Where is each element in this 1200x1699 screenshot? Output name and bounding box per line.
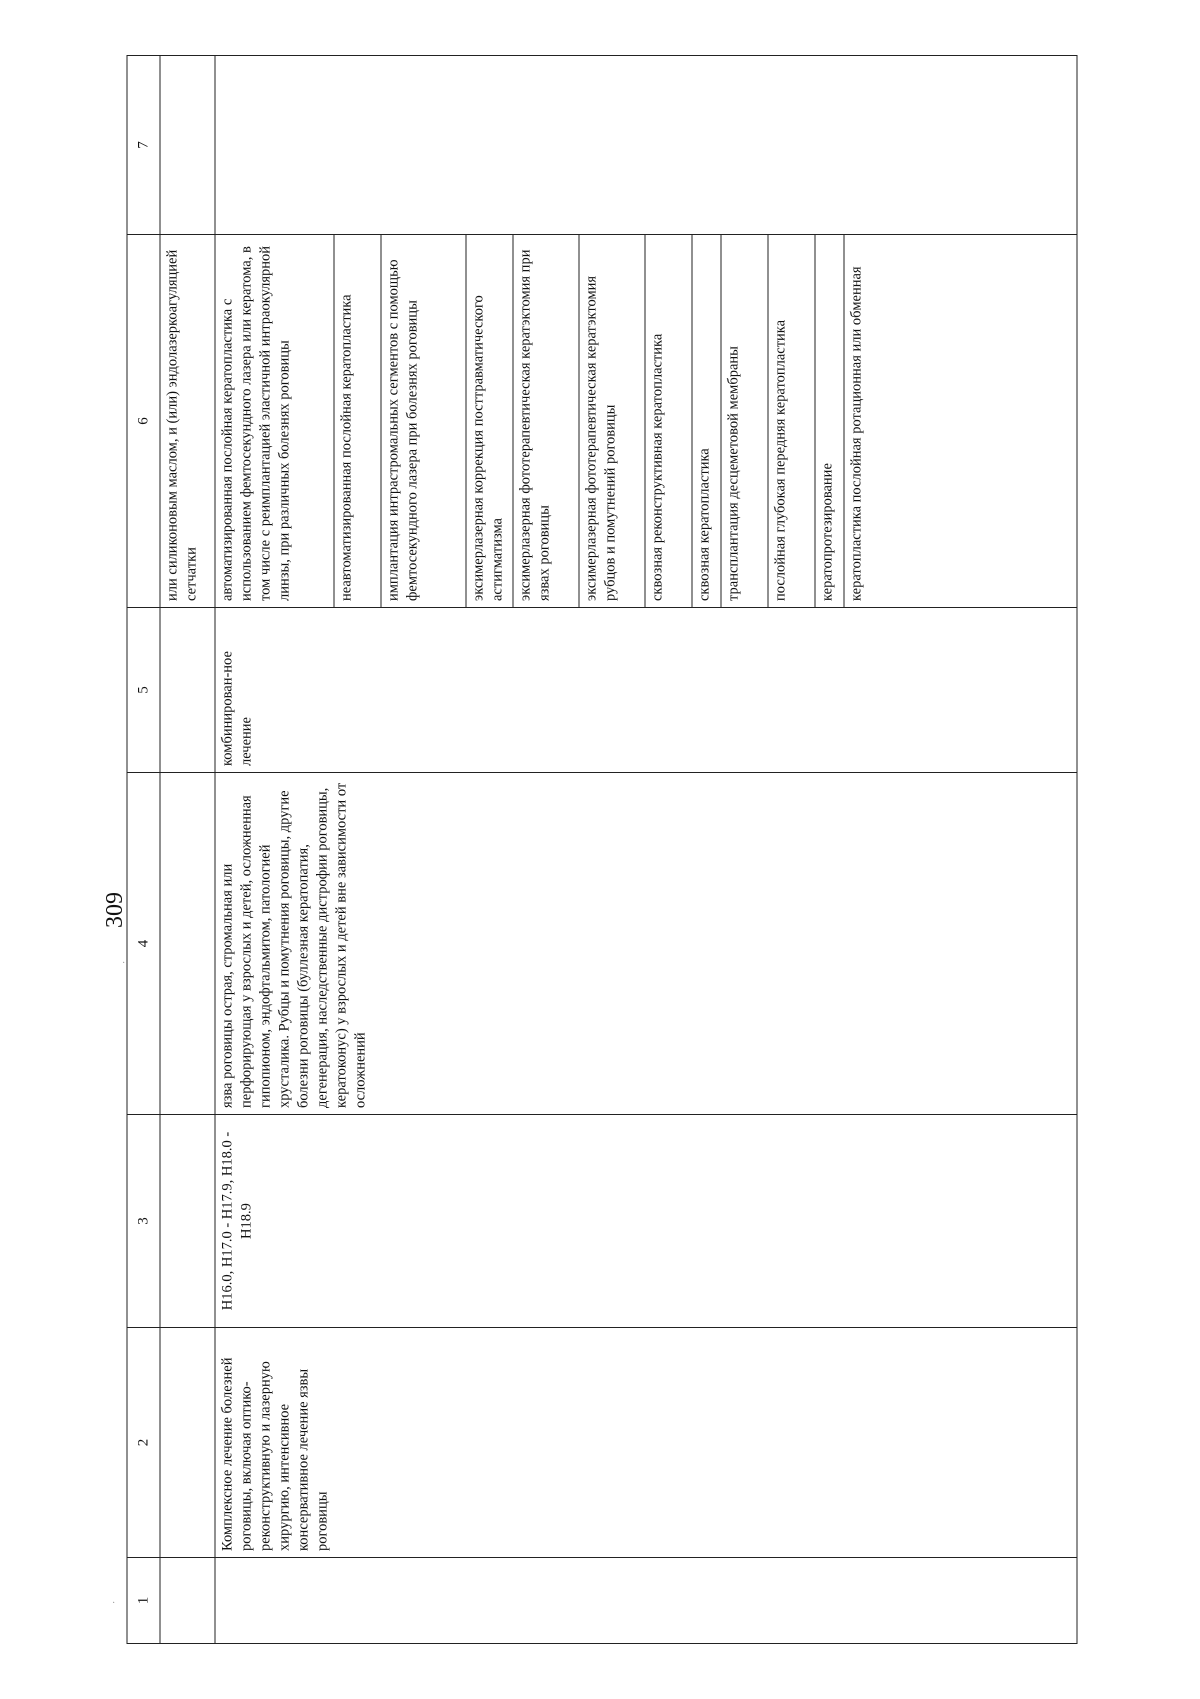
col-number-2: 2 <box>127 1328 160 1558</box>
column-number-row <box>127 56 160 1644</box>
continuation-row <box>160 56 215 1644</box>
scan-speck: · <box>122 958 126 969</box>
treatment-methods <box>215 235 1077 608</box>
method-item: кератопластика послойная ротационная или обменная <box>848 266 865 601</box>
col-number-3: 3 <box>127 1115 160 1328</box>
method-item: неавтоматизированная послойная кератопластика <box>335 235 382 607</box>
method-item: автоматизированная послойная кератопластика с использованием фемтосекундного лазера или кератома, в том числе с реимплантацией эластичной интраокулярной линзы, при различных болезнях роговицы <box>216 235 335 607</box>
method-item: послойная глубокая передняя кератопластика <box>769 235 816 607</box>
col-number-6: 6 <box>127 235 160 608</box>
page-number: 309 <box>102 892 128 928</box>
scan-speck: · <box>112 1598 116 1609</box>
care-type-text: Комплексное лечение болезней роговицы, включая оптико-реконструктивную и лазерную хирургию, интенсивное консервативное лечение язвы роговицы <box>215 1328 1077 1558</box>
patient-model-text: язва роговицы острая, стромальная или перфорирующая у взрослых и детей, осложненная гипопионом, эндофтальмитом, патологией хрусталика. Рубцы и помутнения роговицы, другие болезни роговицы (буллезная кератопатия, дегенерация, наследственные дистрофии роговицы, кератоконус) у взрослых и детей вне зависимости от осложнений <box>215 773 1077 1115</box>
col-number-1: 1 <box>127 1558 160 1644</box>
continuation-method-text: или силиконовым маслом, и (или) эндолазеркоагуляцией сетчатки <box>160 235 215 608</box>
treatment-type: комбинирован-ное лечение <box>215 608 1077 773</box>
method-item: эксимерлазерная коррекция посттравматического астигматизма <box>467 235 514 607</box>
col-number-7: 7 <box>127 56 160 235</box>
method-item: эксимерлазерная фототерапевтическая кератэктомия при язвах роговицы <box>514 235 580 607</box>
method-item: имплантация интрастромальных сегментов с помощью фемтосекундного лазера при болезнях роговицы <box>382 235 467 607</box>
document-table-rotated <box>127 56 1078 1644</box>
procedures-table <box>127 55 1078 1644</box>
col-number-5: 5 <box>127 608 160 773</box>
icd-codes: H16.0, H17.0 - H17.9, H18.0 - H18.9 <box>215 1115 1077 1328</box>
col-number-4: 4 <box>127 773 160 1115</box>
method-item: трансплантация десцеметовой мембраны <box>722 235 769 607</box>
table-row <box>215 56 1077 1644</box>
method-item: сквозная реконструктивная кератопластика <box>646 235 693 607</box>
method-item: сквозная кератопластика <box>693 235 722 607</box>
method-item: кератопротезирование <box>816 235 845 607</box>
method-item: эксимерлазерная фототерапевтическая кератэктомия рубцов и помутнений роговицы <box>580 235 646 607</box>
